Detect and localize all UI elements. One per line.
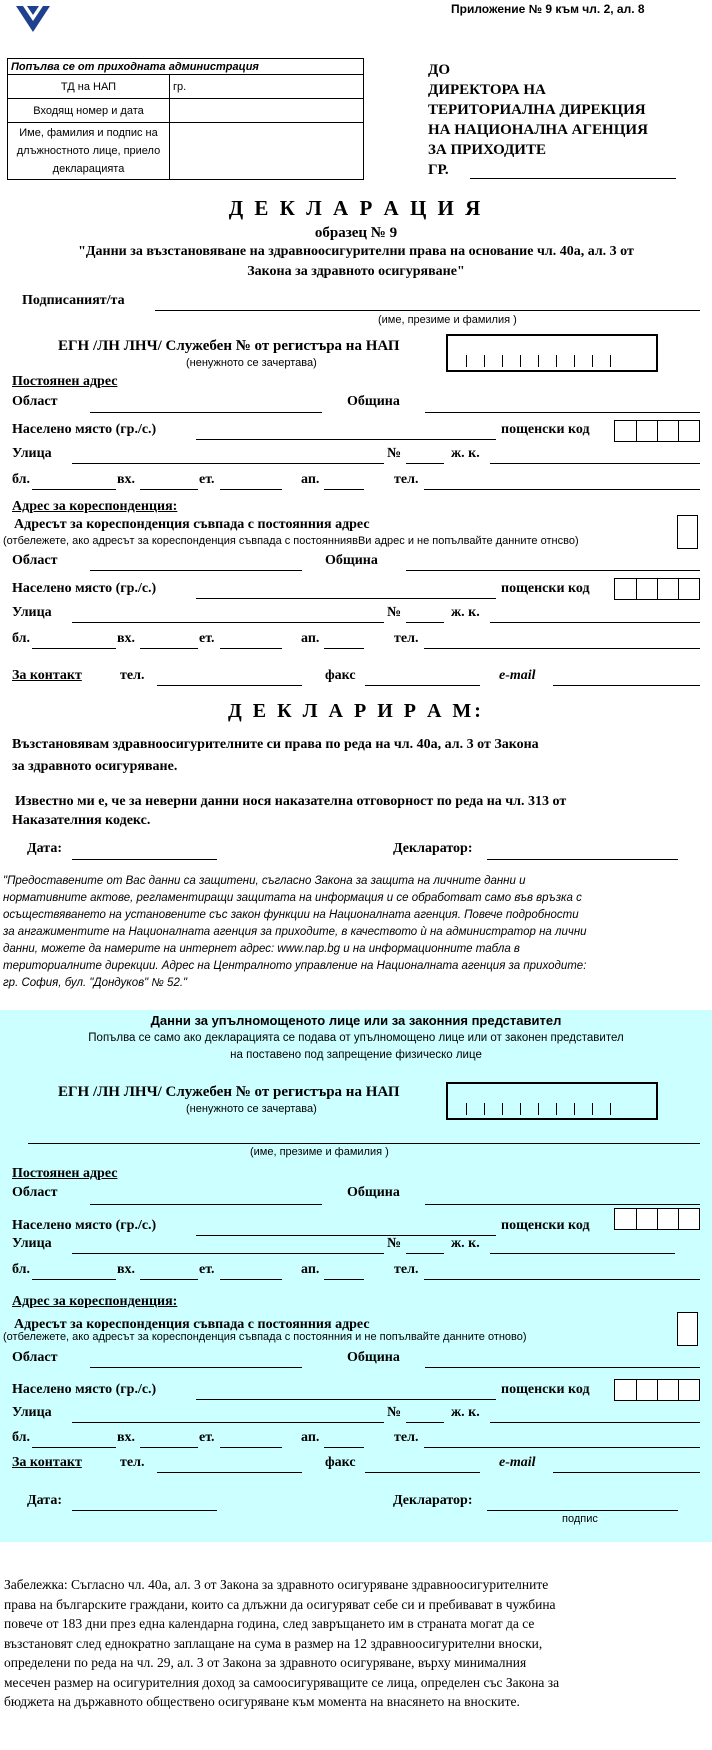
rep-tel-label: тел. <box>394 1262 419 1277</box>
corr-bl-label: бл. <box>12 631 31 646</box>
date-label: Дата: <box>27 841 62 856</box>
rep-title: Данни за упълномощеното лице или за законния представител <box>150 1013 562 1028</box>
corr-et-line[interactable] <box>220 648 282 649</box>
contact-label: За контакт <box>12 668 82 683</box>
corr-vh-line[interactable] <box>140 648 198 649</box>
rep-corr-et-line[interactable] <box>220 1447 282 1448</box>
obshtina-line[interactable] <box>425 412 700 413</box>
admin-td-label: ТД на НАП <box>8 75 170 99</box>
rep-bl-line[interactable] <box>32 1279 116 1280</box>
city-line[interactable] <box>470 178 676 179</box>
egn-hint: (ненужното се зачертава) <box>186 357 317 369</box>
rep-corr-postcode-box[interactable] <box>614 1379 700 1401</box>
declare-p2a: Известно ми е, че за неверни данни нося наказателна отговорност по реда на чл. 313 от <box>15 794 567 809</box>
egn-label: ЕГН /ЛН ЛНЧ/ Служебен № от регистъра на НАП <box>58 338 400 354</box>
rep-name-hint: (име, презиме и фамилия ) <box>250 1146 389 1158</box>
sample-number: образец № 9 <box>314 225 398 241</box>
rep-jk-line[interactable] <box>490 1253 675 1254</box>
annex-label: Приложение № 9 към чл. 2, ал. 8 <box>451 2 645 16</box>
contact-email-line[interactable] <box>553 685 700 686</box>
rep-corr-bl-label: бл. <box>12 1430 31 1445</box>
rep-ap-label: ап. <box>301 1262 320 1277</box>
permanent-address-heading: Постоянен адрес <box>12 374 118 389</box>
rep-egn-label: ЕГН /ЛН ЛНЧ/ Служебен № от регистъра на НАП <box>58 1084 400 1100</box>
corr-tel-label: тел. <box>394 631 419 646</box>
rep-corr-tel-line[interactable] <box>424 1447 700 1448</box>
to-director: ДО ДИРЕКТОРА НА ТЕРИТОРИАЛНА ДИРЕКЦИЯ НА НАЦИОНАЛНА АГЕНЦИЯ ЗА ПРИХОДИТЕ ГР. <box>428 62 648 178</box>
rep-corr-no-label: № <box>387 1405 402 1420</box>
subtitle-1: "Данни за възстановяване на здравноосигурителни права на основание чл. 40а, ал. 3 от <box>78 244 634 259</box>
corr-oblast-line[interactable] <box>90 570 302 571</box>
rep-contact-fax-label: факс <box>325 1455 356 1470</box>
contact-tel-line[interactable] <box>157 685 302 686</box>
signer-name-line[interactable] <box>155 310 700 311</box>
admin-official-value[interactable] <box>170 123 364 180</box>
admin-td-value[interactable]: гр. <box>170 75 364 99</box>
postcode-box[interactable] <box>614 420 700 442</box>
rep-et-label: ет. <box>199 1262 215 1277</box>
rep-declarator-label: Декларатор: <box>393 1493 473 1508</box>
postcode-label: пощенски код <box>501 422 590 437</box>
corr-same-checkbox[interactable] <box>677 515 698 549</box>
admin-incoming-label: Входящ номер и дата <box>8 99 170 123</box>
rep-declarator-line[interactable] <box>487 1510 678 1511</box>
street-label: Улица <box>12 446 52 461</box>
admin-official-label: Име, фамилия и подпис на длъжностното лице, приело декларацията <box>8 123 170 180</box>
rep-corr-street-line[interactable] <box>72 1422 384 1423</box>
rep-contact-tel-line[interactable] <box>157 1472 302 1473</box>
rep-corr-note: (отбележете, ако адресът за кореспонденция съвпада с постоянния и не попълвайте данните отново) <box>3 1331 527 1343</box>
rep-postcode-label: пощенски код <box>501 1218 590 1233</box>
corr-ap-line[interactable] <box>324 648 364 649</box>
rep-date-label: Дата: <box>27 1493 62 1508</box>
rep-vh-label: вх. <box>117 1262 136 1277</box>
rep-no-line[interactable] <box>406 1253 444 1254</box>
no-label: № <box>387 446 402 461</box>
signer-name-hint: (име, презиме и фамилия ) <box>378 314 517 326</box>
rep-et-line[interactable] <box>220 1279 282 1280</box>
rep-corr-same-label: Адресът за кореспонденция съвпада с постоянния адрес <box>14 1317 370 1332</box>
oblast-line[interactable] <box>90 412 322 413</box>
ap-line[interactable] <box>324 489 364 490</box>
tel-line[interactable] <box>424 489 700 490</box>
rep-corr-obshtina-line[interactable] <box>425 1367 700 1368</box>
rep-contact-email-label: e-mail <box>499 1455 536 1470</box>
rep-oblast-line[interactable] <box>90 1204 322 1205</box>
contact-fax-label: факс <box>325 668 356 683</box>
oblast-label: Област <box>12 394 58 409</box>
rep-sub1: Попълва се само ако декларацията се подава от упълномощено лице или от законен представител <box>88 1032 624 1044</box>
rep-corr-tel-label: тел. <box>394 1430 419 1445</box>
rep-vh-line[interactable] <box>140 1279 198 1280</box>
obshtina-label: Община <box>347 394 400 409</box>
rep-street-label: Улица <box>12 1236 52 1251</box>
corr-jk-line[interactable] <box>490 622 700 623</box>
declarator-line[interactable] <box>487 859 678 860</box>
jk-label: ж. к. <box>451 446 480 461</box>
admin-box <box>7 58 364 180</box>
egn-input-box[interactable] <box>446 334 658 372</box>
date-line[interactable] <box>72 859 217 860</box>
declare-p1a: Възстановявам здравноосигурителните си права по реда на чл. 40а, ал. 3 от Закона <box>12 737 539 752</box>
bl-label: бл. <box>12 472 31 487</box>
rep-egn-input-box[interactable] <box>446 1082 658 1120</box>
corr-postcode-box[interactable] <box>614 578 700 600</box>
corr-note: (отбележете, ако адресът за кореспонденция съвпада с постоянниявВи адрес и не попълвайте данните отнсвo) <box>3 535 579 547</box>
rep-corr-obshtina-label: Община <box>347 1350 400 1365</box>
declaration-title: Д Е К Л А Р А Ц И Я <box>228 196 484 220</box>
ap-label: ап. <box>301 472 320 487</box>
corr-same-label: Адресът за кореспонденция съвпада с постоянния адрес <box>14 517 370 532</box>
no-line[interactable] <box>406 463 444 464</box>
rep-name-line[interactable] <box>28 1143 700 1144</box>
corr-oblast-label: Област <box>12 553 58 568</box>
rep-corr-vh-label: вх. <box>117 1430 136 1445</box>
corr-naseleno-line[interactable] <box>196 598 496 599</box>
rep-jk-label: ж. к. <box>451 1236 480 1251</box>
rep-signature-label: подпис <box>562 1513 598 1525</box>
rep-tel-line[interactable] <box>424 1279 700 1280</box>
declarator-label: Декларатор: <box>393 841 473 856</box>
rep-date-line[interactable] <box>72 1510 217 1511</box>
rep-corr-heading: Адрес за кореспонденция: <box>12 1294 178 1309</box>
rep-obshtina-line[interactable] <box>425 1204 700 1205</box>
contact-fax-line[interactable] <box>365 685 480 686</box>
street-line[interactable] <box>72 463 384 464</box>
corr-obshtina-label: Община <box>325 553 378 568</box>
rep-street-line[interactable] <box>72 1253 384 1254</box>
rep-corr-oblast-label: Област <box>12 1350 58 1365</box>
corr-postcode-label: пощенски код <box>501 581 590 596</box>
admin-box-title: Попълва се от приходната администрация <box>8 59 364 75</box>
corr-bl-line[interactable] <box>32 648 116 649</box>
rep-corr-jk-label: ж. к. <box>451 1405 480 1420</box>
rep-oblast-label: Област <box>12 1185 58 1200</box>
naseleno-line[interactable] <box>196 439 496 440</box>
corr-no-line[interactable] <box>406 622 444 623</box>
rep-postcode-box[interactable] <box>614 1208 700 1230</box>
jk-line[interactable] <box>490 463 700 464</box>
corr-naseleno-label: Населено място (гр./с.) <box>12 581 157 596</box>
declare-title: Д Е К Л А Р И Р А М: <box>228 700 484 722</box>
declare-p2b: Наказателния кодекс. <box>12 813 151 828</box>
corr-vh-label: вх. <box>117 631 136 646</box>
corr-obshtina-line[interactable] <box>406 570 700 571</box>
rep-contact-email-line[interactable] <box>553 1472 700 1473</box>
rep-corr-bl-line[interactable] <box>32 1447 116 1448</box>
corr-ap-label: ап. <box>301 631 320 646</box>
rep-corr-ap-line[interactable] <box>324 1447 364 1448</box>
corr-jk-label: ж. к. <box>451 605 480 620</box>
signer-label: Подписаният/та <box>22 293 125 308</box>
rep-bl-label: бл. <box>12 1262 31 1277</box>
privacy-notice: "Предоставените от Вас данни са защитени, съгласно Закона за защита на личните данни и нормативните актове, регламентиращи защитата на информация и се обработват само във връзка с осъществяването на установените със закон функции на Националната агенция. Повече подробности за ангажиментите на Националната агенция за приходите, в качеството ѝ на администратор на лични данни, можете да намерите на интернет адрес: www.nap.bg и на информационните табла в териториалните дирекции. Адрес на Централното управление на Националната агенция за приходите: гр. София, бул. "Дондуков" № 52." <box>3 875 587 989</box>
corr-street-line[interactable] <box>72 622 384 623</box>
rep-naseleno-label: Населено място (гр./с.) <box>12 1218 157 1233</box>
rep-corr-naseleno-label: Населено място (гр./с.) <box>12 1382 157 1397</box>
et-line[interactable] <box>220 489 282 490</box>
contact-tel-label: тел. <box>120 668 145 683</box>
vh-line[interactable] <box>140 489 198 490</box>
rep-obshtina-label: Община <box>347 1185 400 1200</box>
rep-corr-street-label: Улица <box>12 1405 52 1420</box>
rep-corr-no-line[interactable] <box>406 1422 444 1423</box>
corr-heading: Адрес за кореспонденция: <box>12 499 178 514</box>
subtitle-2: Закона за здравното осигуряване" <box>247 264 465 279</box>
rep-contact-fax-line[interactable] <box>365 1472 480 1473</box>
admin-incoming-value[interactable] <box>170 99 364 123</box>
rep-corr-same-checkbox[interactable] <box>677 1312 698 1346</box>
vh-label: вх. <box>117 472 136 487</box>
rep-corr-oblast-line[interactable] <box>90 1367 302 1368</box>
naseleno-label: Населено място (гр./с.) <box>12 422 157 437</box>
bl-line[interactable] <box>32 489 116 490</box>
rep-corr-jk-line[interactable] <box>490 1422 700 1423</box>
contact-email-label: e-mail <box>499 668 536 683</box>
corr-et-label: ет. <box>199 631 215 646</box>
rep-egn-hint: (ненужното се зачертава) <box>186 1103 317 1115</box>
nap-logo-icon <box>16 4 50 34</box>
rep-corr-et-label: ет. <box>199 1430 215 1445</box>
corr-street-label: Улица <box>12 605 52 620</box>
rep-contact-tel-label: тел. <box>120 1455 145 1470</box>
rep-corr-naseleno-line[interactable] <box>196 1399 496 1400</box>
rep-corr-vh-line[interactable] <box>140 1447 198 1448</box>
rep-corr-postcode-label: пощенски код <box>501 1382 590 1397</box>
corr-tel-line[interactable] <box>424 648 700 649</box>
rep-no-label: № <box>387 1236 402 1251</box>
tel-label: тел. <box>394 472 419 487</box>
declare-p1b: за здравното осигуряване. <box>12 759 178 774</box>
rep-corr-ap-label: ап. <box>301 1430 320 1445</box>
footnote: Забележка: Съгласно чл. 40а, ал. 3 от Закона за здравното осигуряване здравноосигурителните права на българските граждани, които са длъжни да осигуряват себе си и пребивават в чужбина повече от 183 дни през една календарна година, след завръщането им в страната могат да се възстановят след еднократно заплащане на сума в размер на 12 здравноосигурителни вноски, определени по реда на чл. 29, ал. 3 от Закона за здравното осигуряване, върху минималния месечен размер на осигурителния доход за самоосигуряващите се лица, определен със Закона за бюджета на държавното обществено осигуряване към момента на внасянето на вноските. <box>4 1577 560 1709</box>
et-label: ет. <box>199 472 215 487</box>
rep-contact-label: За контакт <box>12 1455 82 1470</box>
corr-no-label: № <box>387 605 402 620</box>
rep-permanent-heading: Постоянен адрес <box>12 1166 118 1181</box>
rep-ap-line[interactable] <box>324 1279 364 1280</box>
rep-sub2: на поставено под запрещение физическо лице <box>230 1049 482 1061</box>
